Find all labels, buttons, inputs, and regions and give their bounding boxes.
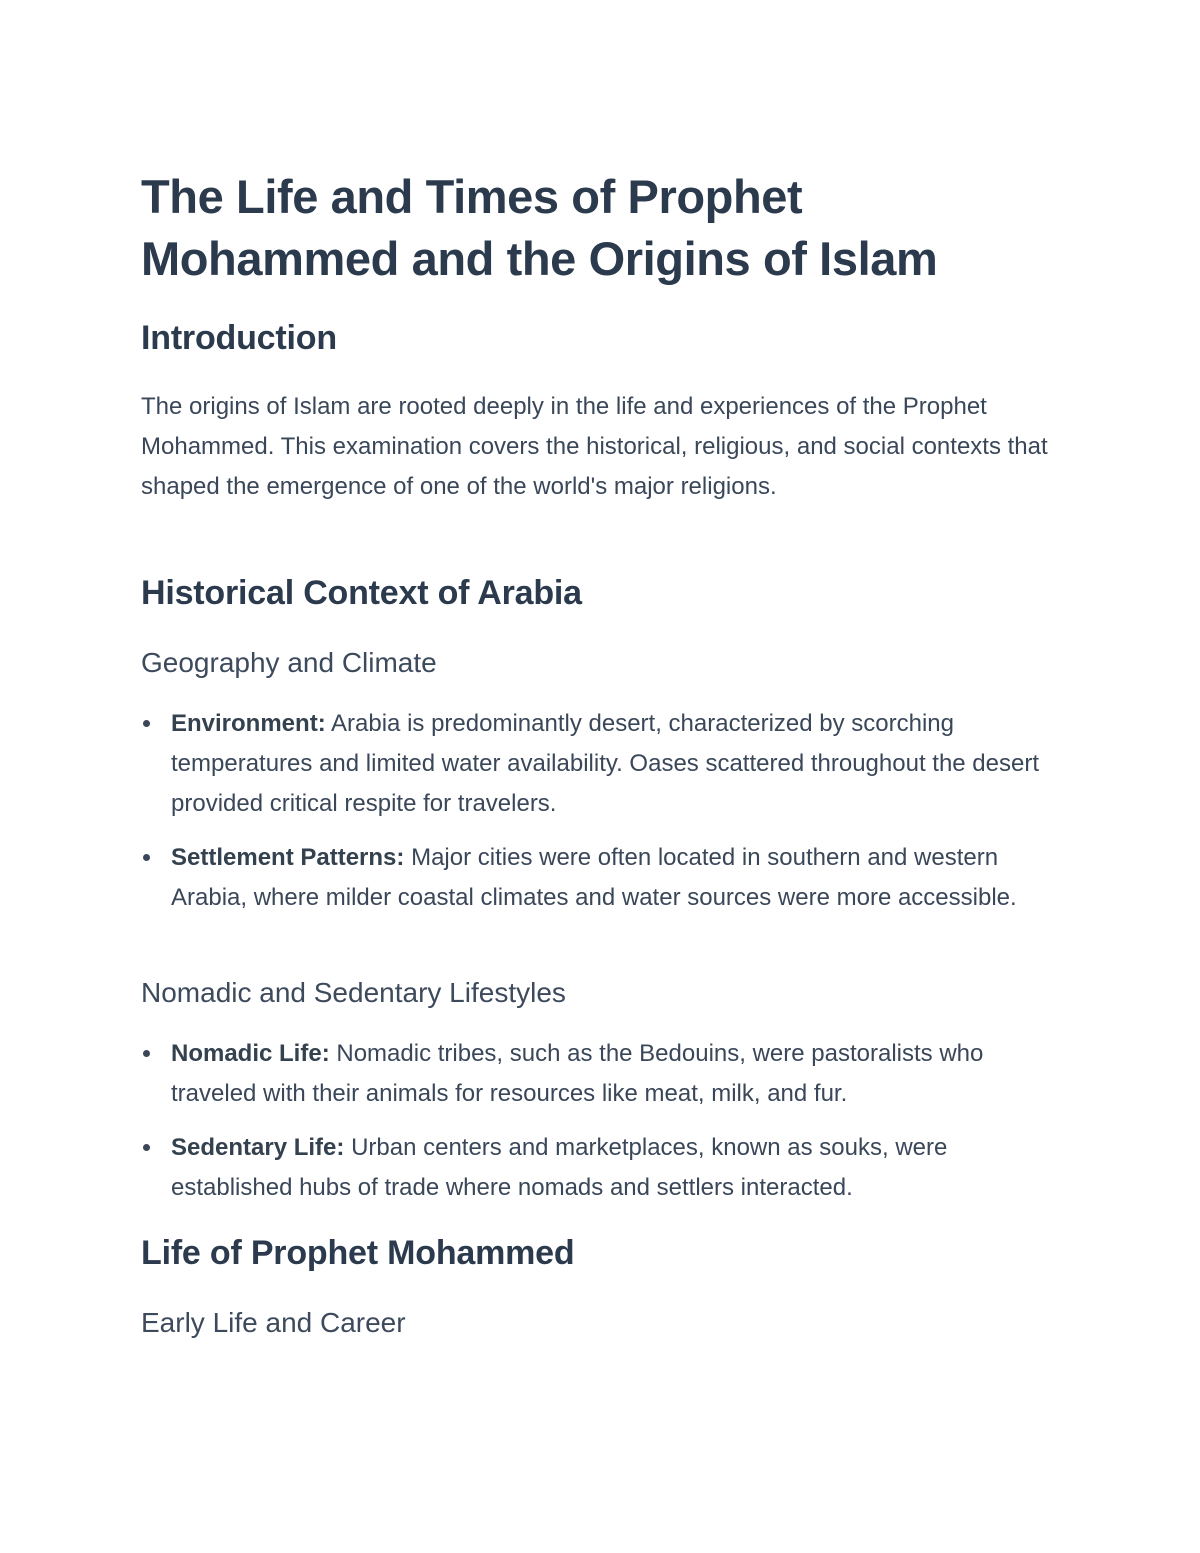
list-item-term: Sedentary Life bbox=[171, 1134, 337, 1161]
list-item-text: Arabia is predominantly desert, characterized by scorching temperatures and limited water availability. Oases scattered throughout the desert provided critical respite for travelers. bbox=[171, 710, 1040, 817]
list-item: Settlement Patterns: Major cities were often located in southern and western Arabia, where milder coastal climates and water sources were more accessible. bbox=[141, 838, 1061, 918]
bullet-icon bbox=[143, 1144, 150, 1151]
section-heading-historical-context: Historical Context of Arabia bbox=[141, 574, 582, 612]
list-item: Nomadic Life: Nomadic tribes, such as the Bedouins, were pastoralists who traveled with their animals for resources like meat, milk, and fur. bbox=[141, 1034, 1061, 1114]
section-heading-introduction: Introduction bbox=[141, 319, 337, 357]
list-item: Environment: Arabia is predominantly desert, characterized by scorching temperatures and limited water availability. Oases scattered throughout the desert provided critical respite for travelers. bbox=[141, 704, 1061, 824]
list-item-term: Environment bbox=[171, 710, 318, 737]
bullet-icon bbox=[143, 854, 150, 861]
list-item: Sedentary Life: Urban centers and marketplaces, known as souks, were established hubs of trade where nomads and settlers interacted. bbox=[141, 1128, 1061, 1208]
list-item-text: Major cities were often located in southern and western Arabia, where milder coastal climates and water sources were more accessible. bbox=[171, 844, 1017, 911]
list-item-term: Settlement Patterns bbox=[171, 844, 397, 871]
list-item-text: Nomadic tribes, such as the Bedouins, were pastoralists who traveled with their animals for resources like meat, milk, and fur. bbox=[171, 1040, 984, 1107]
introduction-paragraph: The origins of Islam are rooted deeply in the life and experiences of the Prophet Mohammed. This examination covers the historical, religious, and social contexts that shaped the emergence of one of the world's major religions. bbox=[141, 393, 1048, 500]
list-item-text: Urban centers and marketplaces, known as souks, were established hubs of trade where nomads and settlers interacted. bbox=[171, 1134, 948, 1201]
lifestyles-list bbox=[141, 1034, 1061, 1208]
subsection-heading-geography: Geography and Climate bbox=[141, 647, 437, 678]
subsection-heading-early-life: Early Life and Career bbox=[141, 1307, 406, 1338]
bullet-icon bbox=[143, 1050, 150, 1057]
geography-list bbox=[141, 704, 1061, 918]
subsection-heading-lifestyles: Nomadic and Sedentary Lifestyles bbox=[141, 977, 566, 1008]
document-title: The Life and Times of Prophet Mohammed and the Origins of Islam bbox=[141, 170, 938, 285]
bullet-icon bbox=[143, 720, 150, 727]
section-heading-life-of-prophet: Life of Prophet Mohammed bbox=[141, 1234, 575, 1272]
list-item-term: Nomadic Life bbox=[171, 1040, 322, 1067]
